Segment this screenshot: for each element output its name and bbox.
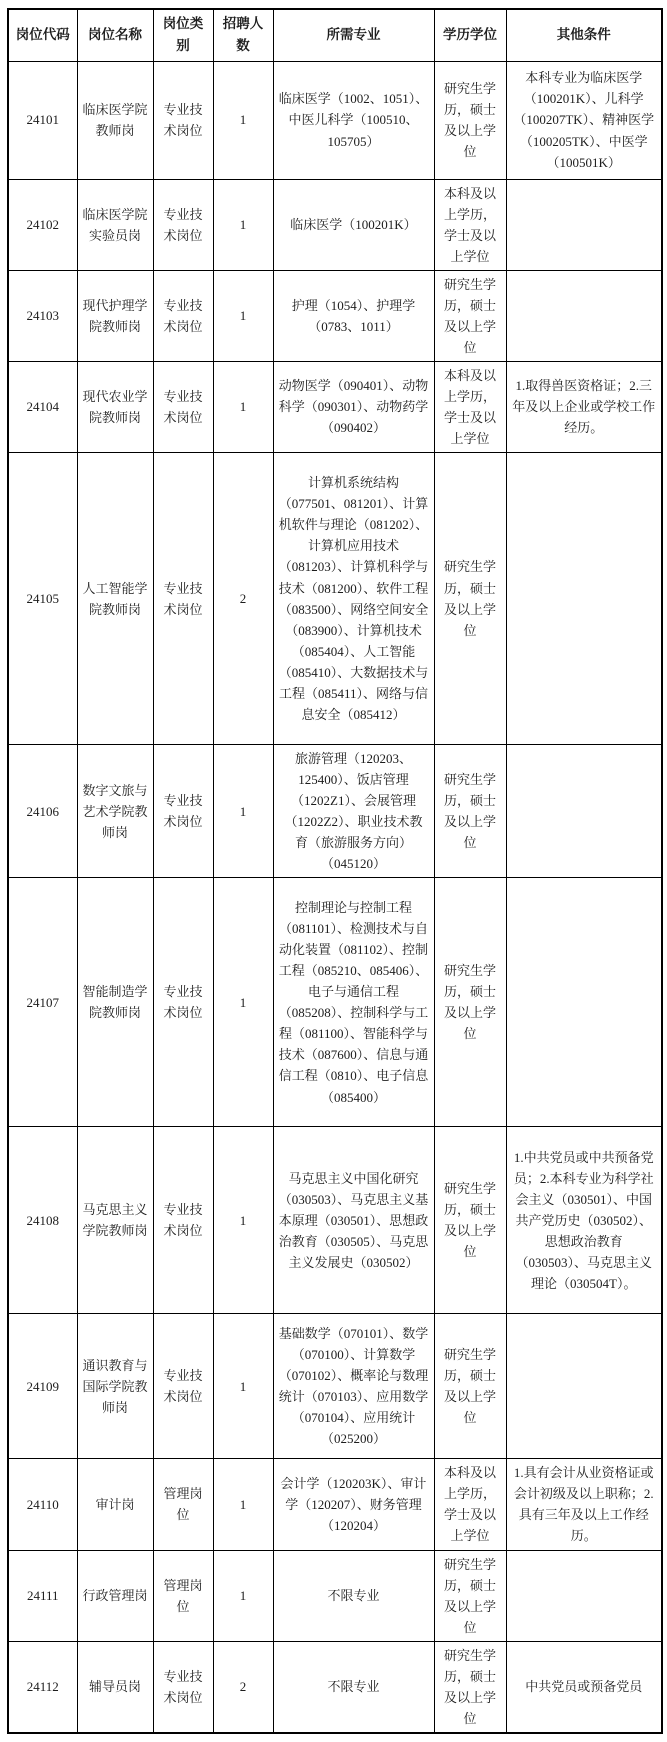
table-row [8, 453, 662, 745]
header-post-name: 岗位名称 [77, 9, 153, 61]
cell-other [506, 878, 662, 1127]
cell-code: 24101 [8, 61, 77, 179]
job-positions-table [7, 8, 663, 1734]
cell-degree: 研究生学历，硕士及以上学位 [434, 61, 506, 179]
cell-count: 1 [213, 1550, 273, 1641]
cell-degree: 本科及以上学历，学士及以上学位 [434, 1459, 506, 1550]
cell-majors: 马克思主义中国化研究（030503）、马克思主义基本原理（030501）、思想政治教育（030505）、马克思主义发展史（030502） [273, 1127, 434, 1314]
table-row [8, 1459, 662, 1550]
table-row [8, 61, 662, 179]
cell-count: 1 [213, 61, 273, 179]
cell-name: 行政管理岗 [77, 1550, 153, 1641]
cell-category: 专业技术岗位 [153, 179, 213, 270]
cell-name: 临床医学院教师岗 [77, 61, 153, 179]
cell-code: 24102 [8, 179, 77, 270]
cell-category: 管理岗位 [153, 1459, 213, 1550]
cell-majors: 基础数学（070101）、数学（070100）、计算数学（070102）、概率论与数理统计（070103）、应用数学（070104）、应用统计（025200） [273, 1314, 434, 1459]
header-degree: 学历学位 [434, 9, 506, 61]
cell-name: 现代护理学院教师岗 [77, 270, 153, 361]
cell-count: 1 [213, 745, 273, 878]
cell-degree: 研究生学历，硕士及以上学位 [434, 745, 506, 878]
cell-category: 专业技术岗位 [153, 361, 213, 452]
cell-category: 专业技术岗位 [153, 270, 213, 361]
cell-other: 1.具有会计从业资格证或会计初级及以上职称；2.具有三年及以上工作经历。 [506, 1459, 662, 1550]
cell-category: 专业技术岗位 [153, 61, 213, 179]
cell-other [506, 1550, 662, 1641]
cell-name: 现代农业学院教师岗 [77, 361, 153, 452]
table-row [8, 745, 662, 878]
cell-name: 智能制造学院教师岗 [77, 878, 153, 1127]
header-required-majors: 所需专业 [273, 9, 434, 61]
cell-majors: 旅游管理（120203、125400）、饭店管理（1202Z1）、会展管理（1202Z2）、职业技术教育（旅游服务方向）（045120） [273, 745, 434, 878]
cell-degree: 本科及以上学历，学士及以上学位 [434, 361, 506, 452]
cell-name: 通识教育与国际学院教师岗 [77, 1314, 153, 1459]
header-recruit-count: 招聘人数 [213, 9, 273, 61]
cell-majors: 不限专业 [273, 1641, 434, 1733]
cell-category: 专业技术岗位 [153, 878, 213, 1127]
cell-degree: 研究生学历，硕士及以上学位 [434, 1641, 506, 1733]
cell-other: 本科专业为临床医学（100201K）、儿科学（100207TK）、精神医学（100205TK）、中医学（100501K） [506, 61, 662, 179]
cell-name: 临床医学院实验员岗 [77, 179, 153, 270]
cell-code: 24105 [8, 453, 77, 745]
cell-code: 24109 [8, 1314, 77, 1459]
cell-code: 24112 [8, 1641, 77, 1733]
cell-category: 专业技术岗位 [153, 1314, 213, 1459]
cell-other: 1.中共党员或中共预备党员；2.本科专业为科学社会主义（030501）、中国共产党历史（030502）、思想政治教育（030503）、马克思主义理论（030504T）。 [506, 1127, 662, 1314]
header-other-conditions: 其他条件 [506, 9, 662, 61]
cell-majors: 动物医学（090401）、动物科学（090301）、动物药学（090402） [273, 361, 434, 452]
cell-other: 1.取得兽医资格证；2.三年及以上企业或学校工作经历。 [506, 361, 662, 452]
cell-name: 人工智能学院教师岗 [77, 453, 153, 745]
cell-count: 1 [213, 1127, 273, 1314]
cell-degree: 研究生学历，硕士及以上学位 [434, 1550, 506, 1641]
cell-count: 1 [213, 878, 273, 1127]
cell-majors: 控制理论与控制工程（081101）、检测技术与自动化装置（081102）、控制工程（085210、085406）、电子与通信工程（085208）、控制科学与工程（081100）、智能科学与技术（087600）、信息与通信工程（0810）、电子信息（085400） [273, 878, 434, 1127]
cell-code: 24108 [8, 1127, 77, 1314]
cell-code: 24110 [8, 1459, 77, 1550]
header-row [8, 9, 662, 61]
cell-code: 24103 [8, 270, 77, 361]
table-body [8, 61, 662, 1733]
cell-code: 24104 [8, 361, 77, 452]
cell-other [506, 270, 662, 361]
cell-count: 1 [213, 270, 273, 361]
cell-degree: 研究生学历，硕士及以上学位 [434, 878, 506, 1127]
cell-majors: 计算机系统结构（077501、081201）、计算机软件与理论（081202）、计算机应用技术（081203）、计算机科学与技术（081200）、软件工程（083500）、网络空间安全（083900）、计算机技术（085404）、人工智能（085410）、大数据技术与工程（085411）、网络与信息安全（085412） [273, 453, 434, 745]
table-row [8, 1550, 662, 1641]
cell-count: 2 [213, 1641, 273, 1733]
cell-code: 24107 [8, 878, 77, 1127]
cell-name: 审计岗 [77, 1459, 153, 1550]
cell-degree: 研究生学历，硕士及以上学位 [434, 270, 506, 361]
table-row [8, 179, 662, 270]
cell-majors: 会计学（120203K）、审计学（120207）、财务管理（120204） [273, 1459, 434, 1550]
cell-majors: 护理（1054）、护理学（0783、1011） [273, 270, 434, 361]
cell-count: 1 [213, 361, 273, 452]
cell-code: 24111 [8, 1550, 77, 1641]
cell-code: 24106 [8, 745, 77, 878]
cell-degree: 研究生学历，硕士及以上学位 [434, 1314, 506, 1459]
cell-count: 1 [213, 1459, 273, 1550]
cell-name: 辅导员岗 [77, 1641, 153, 1733]
table-row [8, 270, 662, 361]
cell-category: 专业技术岗位 [153, 453, 213, 745]
cell-other [506, 179, 662, 270]
cell-name: 数字文旅与艺术学院教师岗 [77, 745, 153, 878]
header-post-code: 岗位代码 [8, 9, 77, 61]
cell-other: 中共党员或预备党员 [506, 1641, 662, 1733]
cell-other [506, 745, 662, 878]
cell-other [506, 453, 662, 745]
cell-category: 管理岗位 [153, 1550, 213, 1641]
cell-count: 1 [213, 179, 273, 270]
cell-count: 2 [213, 453, 273, 745]
cell-name: 马克思主义学院教师岗 [77, 1127, 153, 1314]
table-row [8, 361, 662, 452]
table-row [8, 1314, 662, 1459]
cell-degree: 本科及以上学历，学士及以上学位 [434, 179, 506, 270]
table-row [8, 1641, 662, 1733]
cell-category: 专业技术岗位 [153, 745, 213, 878]
cell-count: 1 [213, 1314, 273, 1459]
cell-category: 专业技术岗位 [153, 1641, 213, 1733]
cell-degree: 研究生学历，硕士及以上学位 [434, 1127, 506, 1314]
cell-majors: 不限专业 [273, 1550, 434, 1641]
cell-degree: 研究生学历，硕士及以上学位 [434, 453, 506, 745]
table-row [8, 1127, 662, 1314]
cell-category: 专业技术岗位 [153, 1127, 213, 1314]
cell-other [506, 1314, 662, 1459]
cell-majors: 临床医学（1002、1051）、中医儿科学（100510、105705） [273, 61, 434, 179]
cell-majors: 临床医学（100201K） [273, 179, 434, 270]
header-post-category: 岗位类别 [153, 9, 213, 61]
table-row [8, 878, 662, 1127]
